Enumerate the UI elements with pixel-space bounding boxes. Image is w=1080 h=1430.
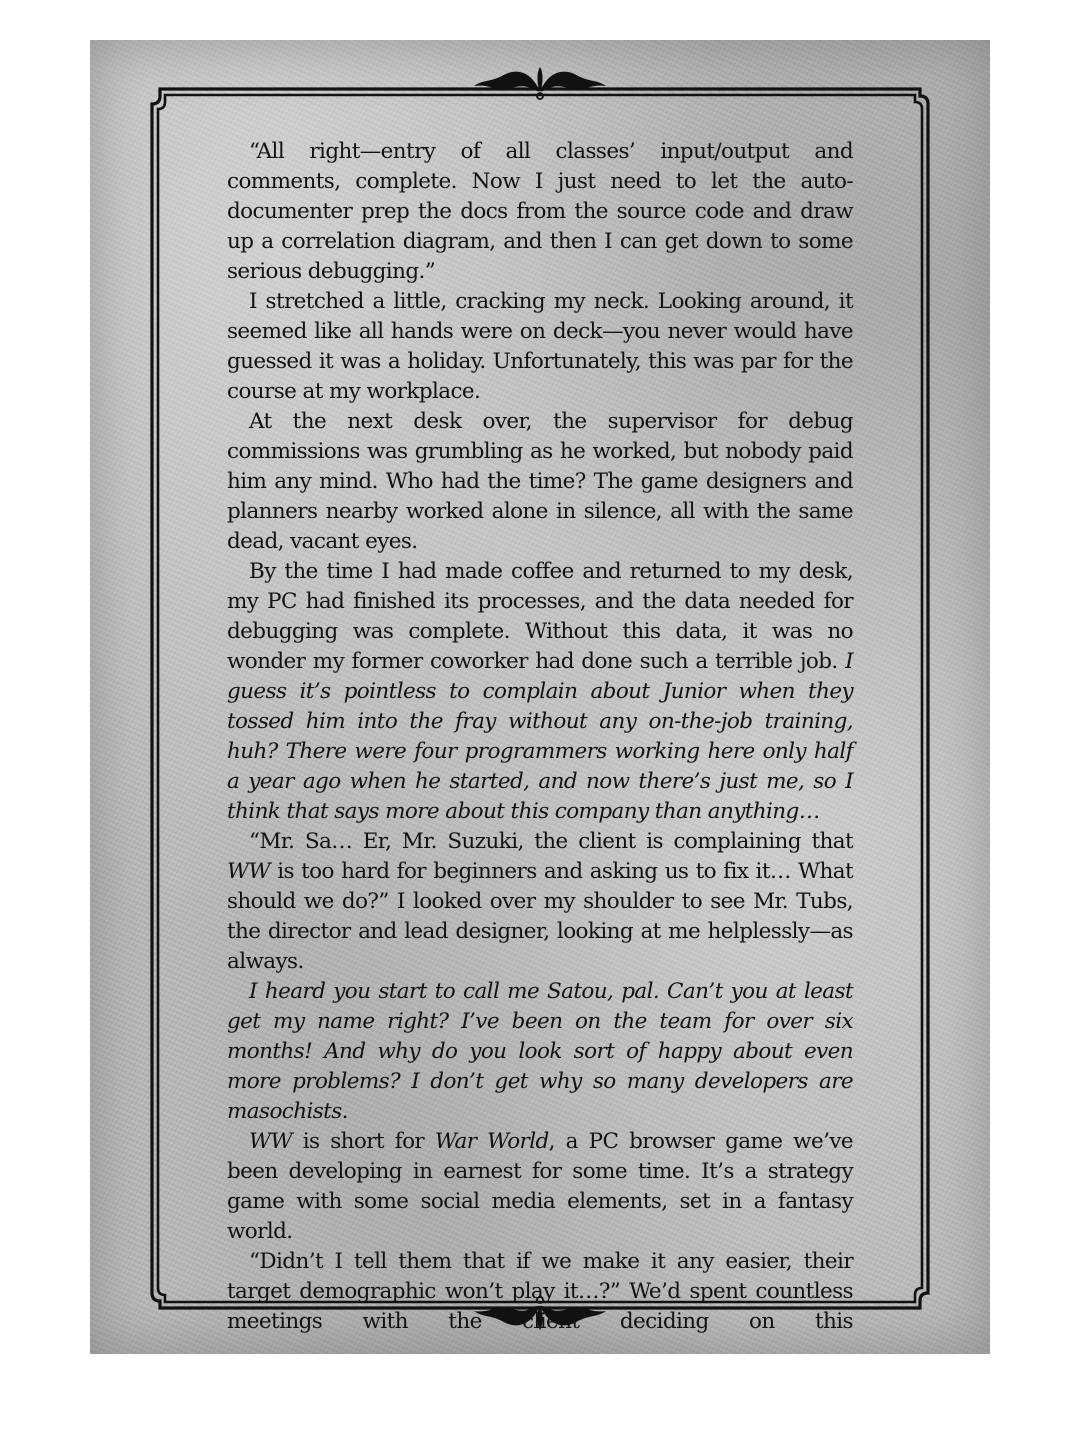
text-run: is too hard for beginners and asking us to fix it… What should we do?” I looked over my shoulder to see Mr. Tubs, the director and lead designer, looking at me helplessly—as always. xyxy=(227,859,853,974)
italic-thought: I heard you start to call me Satou, pal. Can’t you at least get my name right? I’ve been on the team for over six months! And why do you look sort of happy about even more problems? I don’t get why so many developers are masochists. xyxy=(227,979,853,1124)
italic-title: WW xyxy=(249,1129,292,1154)
book-page xyxy=(90,40,990,1354)
body-text xyxy=(227,137,853,1337)
paragraph xyxy=(227,407,853,557)
paragraph xyxy=(227,137,853,287)
paragraph xyxy=(227,287,853,407)
italic-title: WW xyxy=(227,859,270,884)
paragraph xyxy=(227,557,853,827)
text-run: “All right—entry of all classes’ input/output and comments, complete. Now I just need to let the auto-documenter prep the docs from the source code and draw up a correlation diagram, and then I can get down to some serious debugging.” xyxy=(227,139,853,284)
text-run: “Didn’t I tell them that if we make it any easier, their target demographic won’t play it…?” We’d spent countless meetings with the client deciding on this xyxy=(227,1249,853,1334)
text-run: I stretched a little, cracking my neck. Looking around, it seemed like all hands were on deck—you never would have guessed it was a holiday. Unfortunately, this was par for the course at my workplace. xyxy=(227,289,853,404)
paragraph xyxy=(227,1127,853,1247)
text-run: , a PC browser game we’ve been developing in earnest for some time. It’s a strategy game with some social media elements, set in a fantasy world. xyxy=(227,1129,853,1244)
paragraph xyxy=(227,977,853,1127)
italic-thought: I guess it’s pointless to complain about Junior when they tossed him into the fray without any on-the-job training, huh? There were four programmers working here only half a year ago when he started, and now there’s just me, so I think that says more about this company than anything… xyxy=(227,649,853,824)
text-run: By the time I had made coffee and returned to my desk, my PC had finished its processes, and the data needed for debugging was complete. Without this data, it was no wonder my former coworker had done such a terrible job. xyxy=(227,559,853,674)
text-run: “Mr. Sa… Er, Mr. Suzuki, the client is complaining that xyxy=(249,829,853,854)
paragraph xyxy=(227,1247,853,1337)
text-run: is short for xyxy=(292,1129,435,1154)
text-run: At the next desk over, the supervisor for debug commissions was grumbling as he worked, but nobody paid him any mind. Who had the time? The game designers and planners nearby worked alone in silence, all with the same dead, vacant eyes. xyxy=(227,409,853,554)
italic-title: War World xyxy=(434,1129,549,1154)
paragraph xyxy=(227,827,853,977)
